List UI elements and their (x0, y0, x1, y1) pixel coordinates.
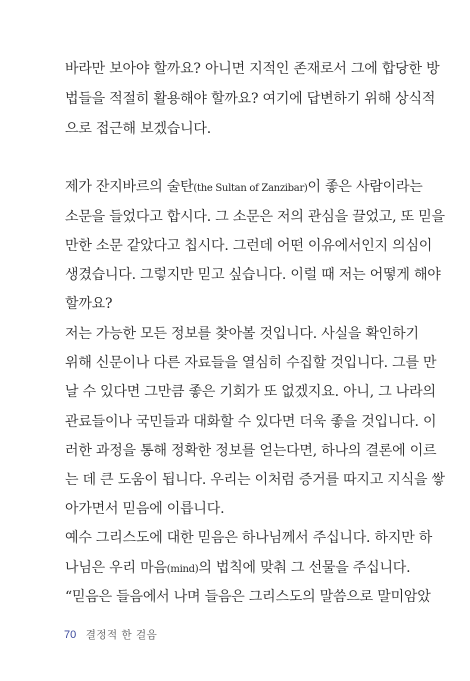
running-title: 결정적 한 걸음 (85, 629, 158, 641)
body-line: 소문을 들었다고 합시다. 그 소문은 저의 관심을 끌었고, 또 믿을 (65, 209, 445, 225)
page-number: 70 (64, 629, 77, 641)
body-line: 위해 신문이나 다른 자료들을 열심히 수집할 것입니다. 그를 만 (65, 355, 437, 371)
body-line: 날 수 있다면 그만큼 좋은 기회가 또 없겠지요. 아니, 그 나라의 (65, 384, 436, 400)
body-line: 는 데 큰 도움이 됩니다. 우리는 이처럼 증거를 따지고 지식을 쌓 (65, 472, 445, 488)
body-line: 나님은 우리 마음(mind)의 법칙에 맞춰 그 선물을 주십니다. (65, 560, 411, 576)
body-line: 저는 가능한 모든 정보를 찾아볼 것입니다. 사실을 확인하기 (65, 326, 419, 342)
body-line: 관료들이나 국민들과 대화할 수 있다면 더욱 좋을 것입니다. 이 (65, 414, 437, 430)
page-footer (64, 627, 157, 642)
body-line: 제가 잔지바르의 술탄(the Sultan of Zanzibar)이 좋은 사람이라는 (65, 179, 423, 195)
body-line: 으로 접근해 보겠습니다. (65, 121, 211, 137)
body-line: 생겼습니다. 그렇지만 믿고 싶습니다. 이럴 때 저는 어떻게 해야 (65, 267, 441, 283)
body-line: 할까요? (65, 296, 113, 312)
body-line: “믿음은 들음에서 나며 들음은 그리스도의 말씀으로 말미암았 (65, 589, 431, 605)
body-line: 러한 과정을 통해 정확한 정보를 얻는다면, 하나의 결론에 이르 (65, 443, 437, 459)
body-line: 법들을 적절히 활용해야 할까요? 여기에 답변하기 위해 상식적 (65, 91, 436, 107)
body-line: 예수 그리스도에 대한 믿음은 하나님께서 주십니다. 하지만 하 (65, 530, 433, 546)
body-line: 만한 소문 같았다고 칩시다. 그런데 어떤 이유에서인지 의심이 (65, 238, 433, 254)
body-line: 바라만 보아야 할까요? 아니면 지적인 존재로서 그에 합당한 방 (65, 61, 440, 77)
body-line: 아가면서 믿음에 이릅니다. (65, 501, 225, 517)
